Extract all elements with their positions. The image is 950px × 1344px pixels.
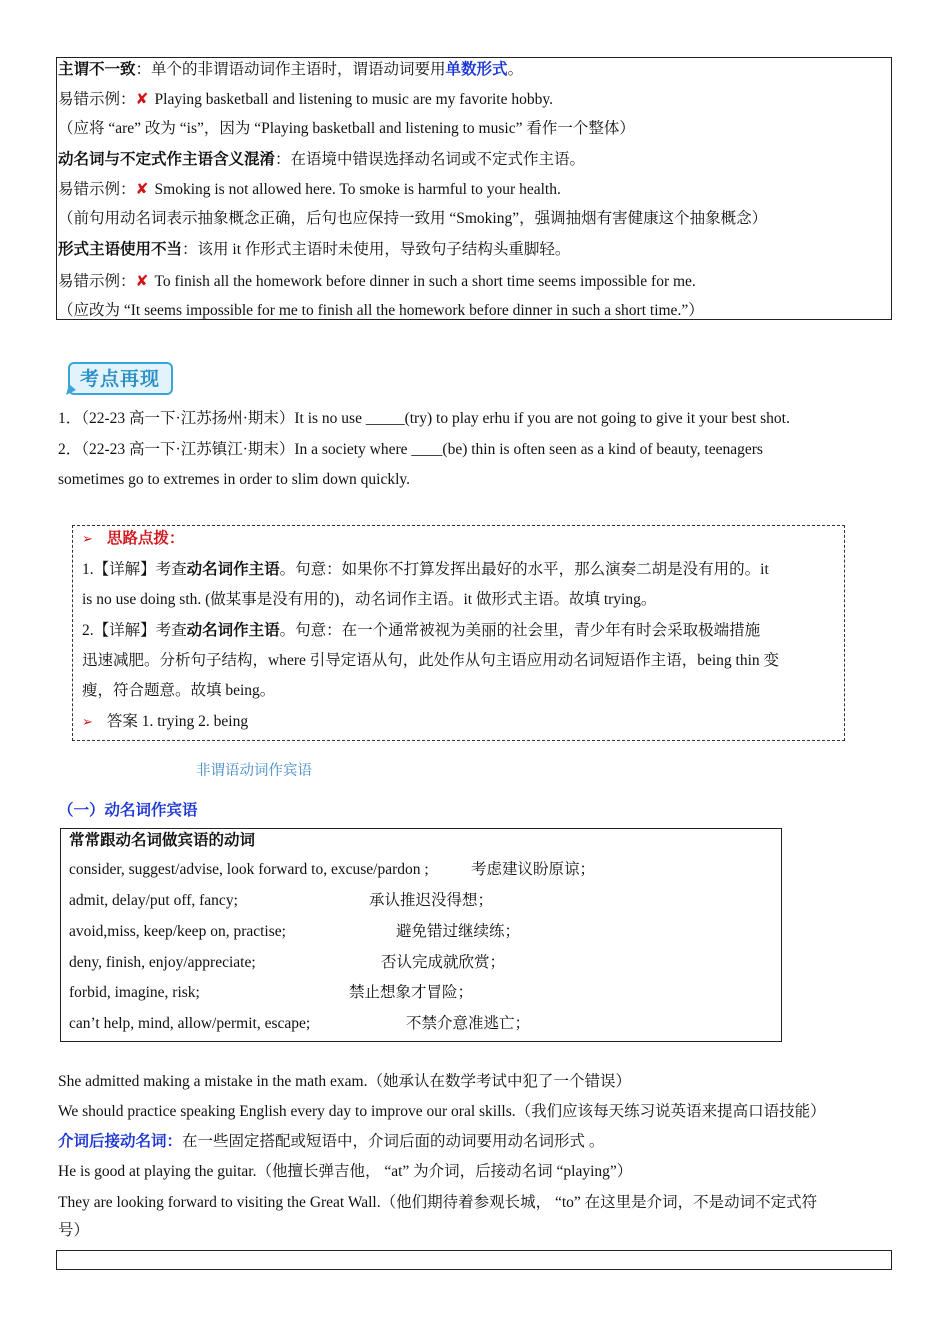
table-row-cn: 承认推迟没得想； [369, 892, 494, 909]
example-4-line-1: They are looking forward to visiting the Great Wall.（他们期待着参观长城， “to” 在这里是介词，不是动词不定式符 [58, 1194, 818, 1211]
error-item-1-note: （应将 “are” 改为 “is”，因为 “Playing basketball and listening to music” 看作一个整体） [58, 120, 635, 137]
hint-1-line-1: 1.【详解】考查动名词作主语。句意：如果你不打算发挥出最好的水平，那么演奏二胡是没有用的。it [82, 561, 769, 578]
answer-line: ➢ 答案 1. trying 2. being [82, 713, 249, 730]
table-row: avoid,miss, keep/keep on, practise; [69, 923, 286, 940]
arrow-bullet-icon: ➢ [82, 715, 93, 730]
error-item-3-note: （应改为 “It seems impossible for me to finish all the homework before dinner in such a short time.”） [58, 302, 704, 319]
table-row: admit, delay/put off, fancy; [69, 892, 238, 909]
arrow-bullet-icon: ➢ [82, 532, 93, 547]
error-item-2-note: （前句用动名词表示抽象概念正确，后句也应保持一致用 “Smoking”，强调抽烟有害健康这个抽象概念） [58, 210, 768, 227]
bottom-box [56, 1250, 892, 1270]
hint-2-line-2: 迅速减肥。分析句子结构，where 引导定语从句，此处作从句主语应用动名词短语作主语，being thin 变 [82, 652, 780, 669]
exam-point-badge [66, 362, 174, 396]
error-item-1-example: 易错示例：✘ Playing basketball and listening to music are my favorite hobby. [58, 90, 553, 108]
hints-title: ➢ 思路点拨： [82, 530, 185, 547]
table-row-cn: 禁止想象才冒险； [349, 984, 474, 1001]
singular-form-highlight: 单数形式 [445, 61, 508, 78]
table-row: deny, finish, enjoy/appreciate; [69, 954, 256, 971]
error-item-1-title-line: 主谓不一致：单个的非谓语动词作主语时，谓语动词要用单数形式。 [58, 61, 524, 78]
wrong-mark-icon: ✘ [135, 90, 149, 108]
table-row-cn: 不禁介意准逃亡； [406, 1015, 531, 1032]
table-row: forbid, imagine, risk; [69, 984, 200, 1001]
subsection-title: （一）动名词作宾语 [58, 801, 198, 819]
question-2-line-1: 2．（22-23 高一下·江苏镇江·期末）In a society where ____(be) thin is often seen as a kind of beauty, teenagers [58, 441, 763, 458]
question-2-line-2: sometimes go to extremes in order to slim down quickly. [58, 471, 410, 488]
table-row-cn: 避免错过继续练； [396, 923, 521, 940]
table-row-cn: 考虑建议盼原谅； [471, 861, 596, 878]
question-2-blank: ____ [411, 441, 443, 458]
badge-label: 考点再现 [79, 368, 160, 390]
hint-2-line-3: 瘦，符合题意。故填 being。 [82, 682, 276, 699]
error-item-3-example: 易错示例：✘ To finish all the homework before dinner in such a short time seems impossible for me. [58, 272, 696, 290]
hint-2-line-1: 2.【详解】考查动名词作主语。句意：在一个通常被视为美丽的社会里，青少年有时会采取极端措施 [82, 622, 761, 639]
error-item-2-example: 易错示例：✘ Smoking is not allowed here. To smoke is harmful to your health. [58, 180, 561, 198]
prep-gerund-rule: 介词后接动名词：在一些固定搭配或短语中，介词后面的动词要用动名词形式 。 [58, 1133, 605, 1150]
section-title: 非谓语动词作宾语 [196, 763, 312, 779]
wrong-mark-icon: ✘ [135, 272, 149, 290]
table-row: consider, suggest/advise, look forward to, excuse/pardon ; [69, 861, 429, 878]
table-row-cn: 否认完成就欣赏； [381, 954, 506, 971]
wrong-mark-icon: ✘ [135, 180, 149, 198]
example-4-line-2: 号） [58, 1222, 90, 1239]
table-header: 常常跟动名词做宾语的动词 [69, 832, 256, 849]
table-row: can’t help, mind, allow/permit, escape; [69, 1015, 311, 1032]
error-item-3-title-line: 形式主语使用不当：该用 it 作形式主语时未使用，导致句子结构头重脚轻。 [58, 241, 571, 258]
question-1-blank: _____ [365, 410, 405, 427]
example-1: She admitted making a mistake in the math exam.（她承认在数学考试中犯了一个错误） [58, 1073, 631, 1090]
hint-1-line-2: is no use doing sth. (做某事是没有用的)，动名词作主语。it 做形式主语。故填 trying。 [82, 591, 657, 608]
example-3: He is good at playing the guitar.（他擅长弹吉他， “at” 为介词，后接动名词 “playing”） [58, 1163, 633, 1180]
error-item-2-title-line: 动名词与不定式作主语含义混淆：在语境中错误选择动名词或不定式作主语。 [58, 151, 586, 168]
question-1: 1．（22-23 高一下·江苏扬州·期末）It is no use _____(try) to play erhu if you are not going to give it your best shot. [58, 410, 790, 427]
example-2: We should practice speaking English every day to improve our oral skills.（我们应该每天练习说英语来提高口语技能） [58, 1103, 826, 1120]
